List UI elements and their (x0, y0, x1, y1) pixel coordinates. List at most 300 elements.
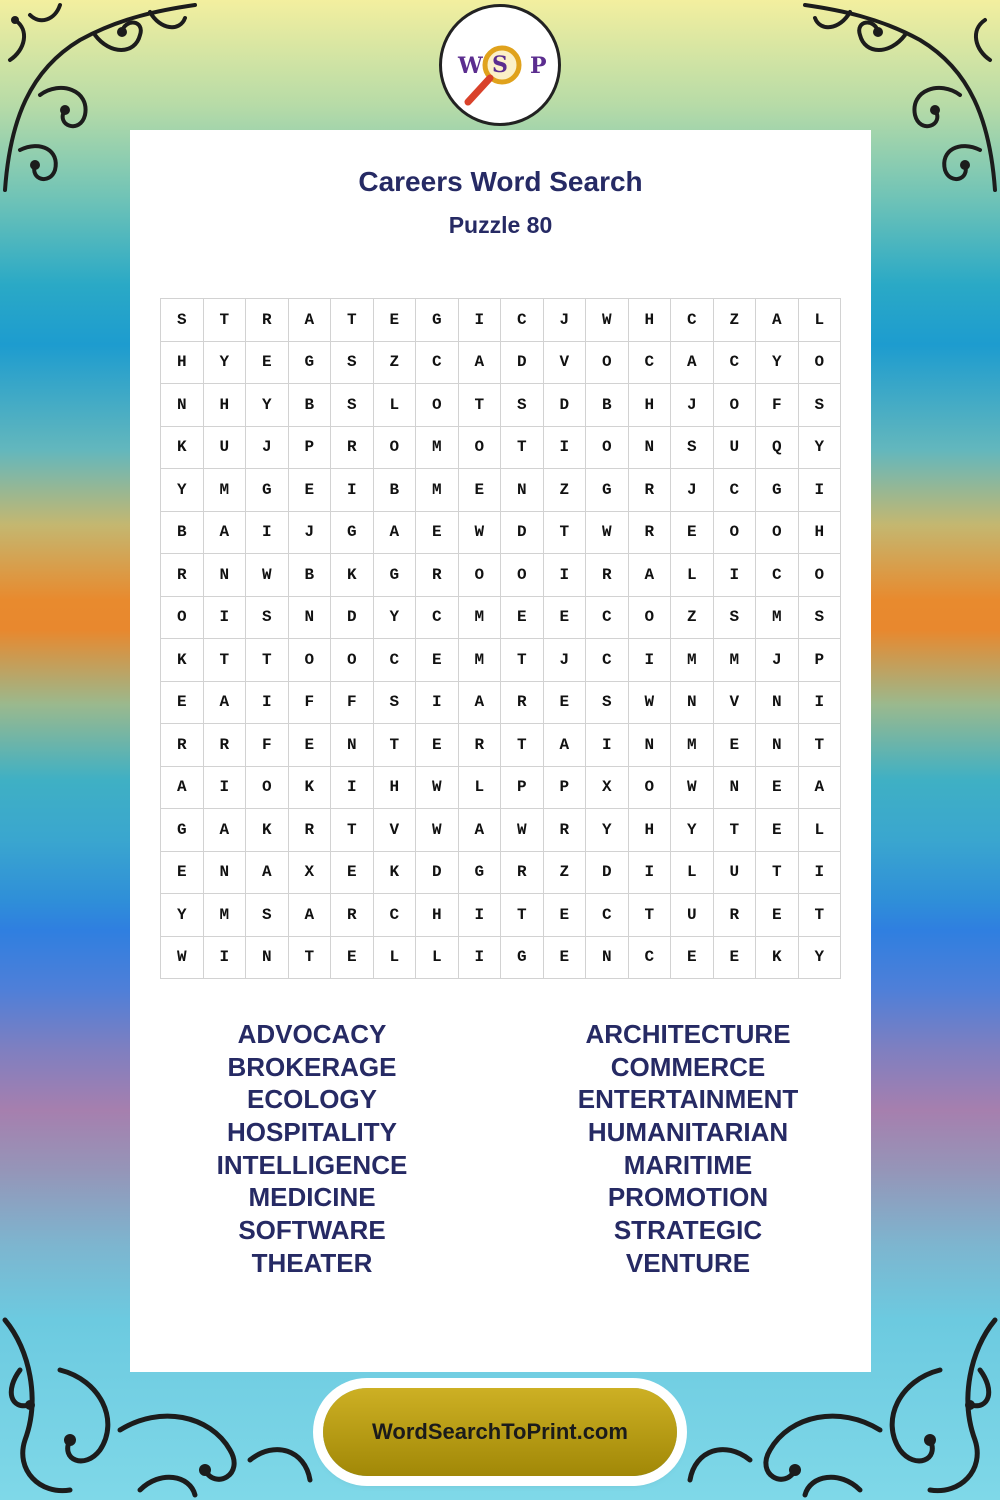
grid-cell[interactable]: F (246, 724, 289, 767)
grid-cell[interactable]: J (288, 511, 331, 554)
grid-cell[interactable]: V (543, 341, 586, 384)
grid-cell[interactable]: A (203, 681, 246, 724)
grid-cell[interactable]: S (331, 341, 374, 384)
grid-cell[interactable]: T (501, 894, 544, 937)
grid-cell[interactable]: H (628, 809, 671, 852)
grid-cell[interactable]: O (416, 384, 459, 427)
grid-cell[interactable]: O (586, 341, 629, 384)
grid-cell[interactable]: B (288, 554, 331, 597)
grid-cell[interactable]: W (416, 809, 459, 852)
grid-cell[interactable]: F (288, 681, 331, 724)
grid-cell[interactable]: I (713, 554, 756, 597)
grid-cell[interactable]: Y (671, 809, 714, 852)
grid-cell[interactable]: R (203, 724, 246, 767)
grid-row (161, 469, 841, 512)
grid-cell[interactable]: Z (543, 469, 586, 512)
grid-cell[interactable]: G (161, 809, 204, 852)
grid-cell[interactable]: E (501, 596, 544, 639)
grid-cell[interactable]: Z (373, 341, 416, 384)
grid-cell[interactable]: X (288, 851, 331, 894)
grid-cell[interactable]: N (288, 596, 331, 639)
grid-cell[interactable]: K (161, 426, 204, 469)
grid-cell[interactable]: L (373, 384, 416, 427)
grid-cell[interactable]: R (161, 554, 204, 597)
word-list-item: STRATEGIC (613, 1215, 763, 1246)
grid-row (161, 766, 841, 809)
grid-cell[interactable]: E (331, 936, 374, 979)
word-list-item: MEDICINE (248, 1182, 376, 1213)
grid-cell[interactable]: W (458, 511, 501, 554)
grid-cell[interactable]: E (713, 936, 756, 979)
grid-cell[interactable]: Z (671, 596, 714, 639)
grid-cell[interactable]: O (161, 596, 204, 639)
grid-cell[interactable]: E (416, 639, 459, 682)
grid-cell[interactable]: P (288, 426, 331, 469)
grid-cell[interactable]: W (161, 936, 204, 979)
grid-cell[interactable]: Z (713, 299, 756, 342)
grid-cell[interactable]: J (671, 384, 714, 427)
grid-cell[interactable]: P (501, 766, 544, 809)
grid-cell[interactable]: T (543, 511, 586, 554)
grid-cell[interactable]: Y (203, 341, 246, 384)
grid-cell[interactable]: I (458, 894, 501, 937)
grid-cell[interactable]: Y (798, 426, 841, 469)
grid-cell[interactable]: A (203, 809, 246, 852)
grid-cell[interactable]: C (756, 554, 799, 597)
grid-cell[interactable]: K (246, 809, 289, 852)
grid-cell[interactable]: E (543, 894, 586, 937)
grid-cell[interactable]: E (756, 809, 799, 852)
grid-cell[interactable]: E (671, 936, 714, 979)
grid-cell[interactable]: T (288, 936, 331, 979)
grid-cell[interactable]: I (416, 681, 459, 724)
grid-cell[interactable]: T (331, 299, 374, 342)
grid-cell[interactable]: S (713, 596, 756, 639)
grid-cell[interactable]: I (331, 766, 374, 809)
grid-cell[interactable]: E (543, 596, 586, 639)
grid-cell[interactable]: H (628, 384, 671, 427)
grid-cell[interactable]: T (501, 724, 544, 767)
grid-cell[interactable]: I (203, 766, 246, 809)
word-list-item: HOSPITALITY (227, 1117, 397, 1148)
grid-cell[interactable]: E (458, 469, 501, 512)
grid-cell[interactable]: E (246, 341, 289, 384)
grid-cell[interactable]: C (586, 639, 629, 682)
grid-cell[interactable]: E (713, 724, 756, 767)
grid-cell[interactable]: J (756, 639, 799, 682)
grid-cell[interactable]: S (161, 299, 204, 342)
grid-cell[interactable]: D (501, 511, 544, 554)
grid-cell[interactable]: N (713, 766, 756, 809)
grid-cell[interactable]: R (628, 511, 671, 554)
grid-cell[interactable]: S (501, 384, 544, 427)
word-list-item: ADVOCACY (237, 1019, 387, 1049)
grid-cell[interactable]: T (798, 724, 841, 767)
grid-cell[interactable]: B (288, 384, 331, 427)
grid-cell[interactable]: P (543, 766, 586, 809)
grid-row (161, 384, 841, 427)
site-logo[interactable] (439, 4, 561, 126)
grid-cell[interactable]: C (671, 299, 714, 342)
grid-cell[interactable]: N (501, 469, 544, 512)
grid-cell[interactable]: J (543, 639, 586, 682)
grid-cell[interactable]: I (586, 724, 629, 767)
grid-cell[interactable]: I (798, 469, 841, 512)
grid-cell[interactable]: K (331, 554, 374, 597)
grid-cell[interactable]: S (246, 894, 289, 937)
grid-cell[interactable]: I (246, 681, 289, 724)
grid-cell[interactable]: T (713, 809, 756, 852)
grid-cell[interactable]: R (543, 809, 586, 852)
grid-cell[interactable]: R (713, 894, 756, 937)
grid-cell[interactable]: R (628, 469, 671, 512)
grid-cell[interactable]: O (373, 426, 416, 469)
grid-cell[interactable]: E (288, 469, 331, 512)
grid-cell[interactable]: M (671, 639, 714, 682)
site-link-label: WordSearchToPrint.com (372, 1419, 628, 1444)
word-list-item: BROKERAGE (227, 1051, 397, 1082)
grid-row (161, 596, 841, 639)
grid-cell[interactable]: Y (161, 469, 204, 512)
grid-row (161, 299, 841, 342)
grid-cell[interactable]: O (798, 554, 841, 597)
grid-cell[interactable]: C (586, 596, 629, 639)
grid-cell[interactable]: X (586, 766, 629, 809)
grid-cell[interactable]: A (671, 341, 714, 384)
grid-cell[interactable]: M (713, 639, 756, 682)
grid-row (161, 511, 841, 554)
grid-cell[interactable]: M (203, 894, 246, 937)
grid-cell[interactable]: N (756, 681, 799, 724)
grid-cell[interactable]: H (161, 341, 204, 384)
grid-cell[interactable]: O (246, 766, 289, 809)
grid-cell[interactable]: E (373, 299, 416, 342)
grid-cell[interactable]: S (798, 384, 841, 427)
grid-cell[interactable]: T (501, 639, 544, 682)
grid-row (161, 851, 841, 894)
grid-cell[interactable]: B (373, 469, 416, 512)
grid-cell[interactable]: C (713, 469, 756, 512)
grid-cell[interactable]: A (373, 511, 416, 554)
grid-cell[interactable]: I (798, 681, 841, 724)
grid-cell[interactable]: T (756, 851, 799, 894)
grid-row (161, 341, 841, 384)
grid-row (161, 894, 841, 937)
grid-cell[interactable]: E (416, 511, 459, 554)
grid-cell[interactable]: U (713, 851, 756, 894)
grid-cell[interactable]: A (246, 851, 289, 894)
grid-cell[interactable]: U (713, 426, 756, 469)
grid-cell[interactable]: B (586, 384, 629, 427)
grid-cell[interactable]: I (203, 936, 246, 979)
grid-cell[interactable]: S (373, 681, 416, 724)
grid-cell[interactable]: V (373, 809, 416, 852)
puzzle-number: Puzzle 80 (448, 212, 553, 238)
grid-cell[interactable]: M (458, 596, 501, 639)
grid-cell[interactable]: W (501, 809, 544, 852)
grid-cell[interactable]: W (628, 681, 671, 724)
grid-cell[interactable]: C (628, 341, 671, 384)
grid-cell[interactable]: M (416, 469, 459, 512)
logo-letter-s: S (492, 52, 508, 78)
grid-cell[interactable]: R (458, 724, 501, 767)
grid-cell[interactable]: K (756, 936, 799, 979)
grid-cell[interactable]: C (713, 341, 756, 384)
grid-cell[interactable]: T (203, 639, 246, 682)
grid-cell[interactable]: I (543, 554, 586, 597)
word-list-item: THEATER (251, 1247, 373, 1278)
grid-cell[interactable]: R (161, 724, 204, 767)
word-list-item: PROMOTION (607, 1182, 769, 1213)
grid-cell[interactable]: O (713, 384, 756, 427)
grid-cell[interactable]: O (288, 639, 331, 682)
grid-cell[interactable]: T (203, 299, 246, 342)
grid-cell[interactable]: T (246, 639, 289, 682)
grid-cell[interactable]: Y (161, 894, 204, 937)
grid-cell[interactable]: Y (756, 341, 799, 384)
grid-cell[interactable]: H (416, 894, 459, 937)
grid-cell[interactable]: C (586, 894, 629, 937)
grid-cell[interactable]: L (671, 851, 714, 894)
grid-cell[interactable]: O (628, 766, 671, 809)
word-list-right-column (523, 1018, 853, 1280)
grid-cell[interactable]: D (331, 596, 374, 639)
grid-cell[interactable]: E (671, 511, 714, 554)
word-list-item: COMMERCE (610, 1051, 766, 1082)
grid-cell[interactable]: O (458, 554, 501, 597)
grid-cell[interactable]: I (458, 299, 501, 342)
grid-cell[interactable]: L (671, 554, 714, 597)
word-list-item: HUMANITARIAN (587, 1117, 789, 1148)
grid-cell[interactable]: L (458, 766, 501, 809)
grid-row (161, 554, 841, 597)
grid-cell[interactable]: N (203, 851, 246, 894)
word-list-item: ARCHITECTURE (585, 1019, 791, 1049)
grid-cell[interactable]: E (543, 936, 586, 979)
grid-row (161, 809, 841, 852)
word-list-item: INTELLIGENCE (216, 1149, 408, 1180)
logo-letter-w: W (458, 53, 483, 79)
grid-cell[interactable]: W (671, 766, 714, 809)
grid-cell[interactable]: W (586, 511, 629, 554)
grid-cell[interactable]: E (161, 851, 204, 894)
grid-cell[interactable]: Y (586, 809, 629, 852)
page-title: Careers Word Search (358, 166, 643, 197)
grid-cell[interactable]: N (628, 426, 671, 469)
grid-cell[interactable]: T (373, 724, 416, 767)
grid-cell[interactable]: I (246, 511, 289, 554)
grid-cell[interactable]: D (416, 851, 459, 894)
grid-cell[interactable]: D (586, 851, 629, 894)
grid-cell[interactable]: M (458, 639, 501, 682)
grid-cell[interactable]: Z (543, 851, 586, 894)
grid-cell[interactable]: A (756, 299, 799, 342)
grid-cell[interactable]: N (161, 384, 204, 427)
grid-cell[interactable]: P (798, 639, 841, 682)
grid-cell[interactable]: R (501, 681, 544, 724)
grid-cell[interactable]: N (246, 936, 289, 979)
word-list-item: ECOLOGY (246, 1084, 377, 1115)
grid-cell[interactable]: U (203, 426, 246, 469)
grid-cell[interactable]: F (756, 384, 799, 427)
grid-cell[interactable]: G (373, 554, 416, 597)
grid-cell[interactable]: K (161, 639, 204, 682)
grid-cell[interactable]: M (416, 426, 459, 469)
grid-cell[interactable]: S (798, 596, 841, 639)
grid-cell[interactable]: O (586, 426, 629, 469)
grid-cell[interactable]: R (331, 894, 374, 937)
grid-cell[interactable]: B (161, 511, 204, 554)
grid-cell[interactable]: D (501, 341, 544, 384)
grid-cell[interactable]: N (331, 724, 374, 767)
grid-cell[interactable]: N (756, 724, 799, 767)
grid-cell[interactable]: O (331, 639, 374, 682)
grid-cell[interactable]: W (586, 299, 629, 342)
grid-cell[interactable]: A (798, 766, 841, 809)
grid-cell[interactable]: V (713, 681, 756, 724)
grid-row (161, 426, 841, 469)
puzzle-card (130, 130, 871, 1372)
grid-cell[interactable]: O (628, 596, 671, 639)
grid-cell[interactable]: T (501, 426, 544, 469)
grid-cell[interactable]: C (416, 341, 459, 384)
grid-cell[interactable]: A (161, 766, 204, 809)
grid-cell[interactable]: A (458, 341, 501, 384)
grid-cell[interactable]: R (331, 426, 374, 469)
grid-cell[interactable]: K (373, 851, 416, 894)
grid-cell[interactable]: H (203, 384, 246, 427)
grid-cell[interactable]: A (288, 894, 331, 937)
grid-cell[interactable]: L (416, 936, 459, 979)
grid-cell[interactable]: J (543, 299, 586, 342)
grid-cell[interactable]: R (586, 554, 629, 597)
grid-cell[interactable]: A (203, 511, 246, 554)
grid-row (161, 724, 841, 767)
grid-cell[interactable]: I (628, 639, 671, 682)
word-list-left-column (147, 1018, 477, 1280)
grid-cell[interactable]: N (203, 554, 246, 597)
grid-cell[interactable]: E (756, 894, 799, 937)
grid-cell[interactable]: C (501, 299, 544, 342)
grid-cell[interactable]: H (798, 511, 841, 554)
grid-cell[interactable]: I (331, 469, 374, 512)
grid-cell[interactable]: L (373, 936, 416, 979)
grid-cell[interactable]: R (416, 554, 459, 597)
grid-cell[interactable]: T (331, 809, 374, 852)
grid-cell[interactable]: H (373, 766, 416, 809)
grid-cell[interactable]: F (331, 681, 374, 724)
grid-cell[interactable]: K (288, 766, 331, 809)
grid-cell[interactable]: O (501, 554, 544, 597)
site-link-button[interactable] (323, 1388, 677, 1476)
grid-cell[interactable]: A (628, 554, 671, 597)
grid-cell[interactable]: R (501, 851, 544, 894)
grid-cell[interactable]: R (288, 809, 331, 852)
grid-cell[interactable]: Q (756, 426, 799, 469)
grid-cell[interactable]: M (203, 469, 246, 512)
word-list-item: SOFTWARE (238, 1215, 386, 1246)
grid-cell[interactable]: O (798, 341, 841, 384)
grid-cell[interactable]: G (458, 851, 501, 894)
grid-cell[interactable]: N (671, 681, 714, 724)
logo-letter-p: P (530, 53, 547, 79)
grid-cell[interactable]: M (756, 596, 799, 639)
grid-cell[interactable]: E (756, 766, 799, 809)
grid-cell[interactable]: T (798, 894, 841, 937)
grid-cell[interactable]: O (458, 426, 501, 469)
grid-cell[interactable]: I (203, 596, 246, 639)
grid-cell[interactable]: Y (246, 384, 289, 427)
grid-cell[interactable]: G (586, 469, 629, 512)
grid-cell[interactable]: D (543, 384, 586, 427)
grid-cell[interactable]: M (671, 724, 714, 767)
grid-cell[interactable]: I (798, 851, 841, 894)
grid-cell[interactable]: A (458, 809, 501, 852)
grid-cell[interactable]: I (628, 851, 671, 894)
grid-cell[interactable]: Y (798, 936, 841, 979)
grid-cell[interactable]: G (756, 469, 799, 512)
grid-cell[interactable]: I (458, 936, 501, 979)
grid-cell[interactable]: E (288, 724, 331, 767)
grid-cell[interactable]: G (331, 511, 374, 554)
grid-cell[interactable]: O (756, 511, 799, 554)
grid-cell[interactable]: W (246, 554, 289, 597)
grid-cell[interactable]: O (713, 511, 756, 554)
grid-cell[interactable]: C (416, 596, 459, 639)
letter-grid (160, 298, 841, 979)
grid-cell[interactable]: J (671, 469, 714, 512)
grid-cell[interactable]: E (161, 681, 204, 724)
word-list-item: MARITIME (623, 1149, 753, 1180)
grid-row (161, 936, 841, 979)
grid-cell[interactable]: I (543, 426, 586, 469)
grid-cell[interactable]: G (288, 341, 331, 384)
grid-cell[interactable]: A (543, 724, 586, 767)
grid-cell[interactable]: T (628, 894, 671, 937)
grid-cell[interactable]: S (246, 596, 289, 639)
grid-cell[interactable]: N (586, 936, 629, 979)
grid-cell[interactable]: W (416, 766, 459, 809)
grid-cell[interactable]: S (586, 681, 629, 724)
grid-cell[interactable]: C (628, 936, 671, 979)
grid-cell[interactable]: S (671, 426, 714, 469)
grid-cell[interactable]: G (501, 936, 544, 979)
grid-cell[interactable]: G (246, 469, 289, 512)
word-list-item: ENTERTAINMENT (577, 1084, 799, 1115)
grid-cell[interactable]: N (628, 724, 671, 767)
grid-cell[interactable]: A (458, 681, 501, 724)
grid-cell[interactable]: U (671, 894, 714, 937)
grid-cell[interactable]: A (288, 299, 331, 342)
grid-cell[interactable]: L (798, 299, 841, 342)
grid-cell[interactable]: R (246, 299, 289, 342)
grid-cell[interactable]: E (416, 724, 459, 767)
grid-cell[interactable]: C (373, 894, 416, 937)
grid-cell[interactable]: C (373, 639, 416, 682)
grid-cell[interactable]: E (331, 851, 374, 894)
grid-cell[interactable]: G (416, 299, 459, 342)
grid-row (161, 681, 841, 724)
grid-row (161, 639, 841, 682)
grid-cell[interactable]: S (331, 384, 374, 427)
grid-cell[interactable]: L (798, 809, 841, 852)
grid-cell[interactable]: E (543, 681, 586, 724)
grid-cell[interactable]: T (458, 384, 501, 427)
word-list-item: VENTURE (625, 1247, 751, 1278)
grid-cell[interactable]: Y (373, 596, 416, 639)
grid-cell[interactable]: J (246, 426, 289, 469)
grid-cell[interactable]: H (628, 299, 671, 342)
